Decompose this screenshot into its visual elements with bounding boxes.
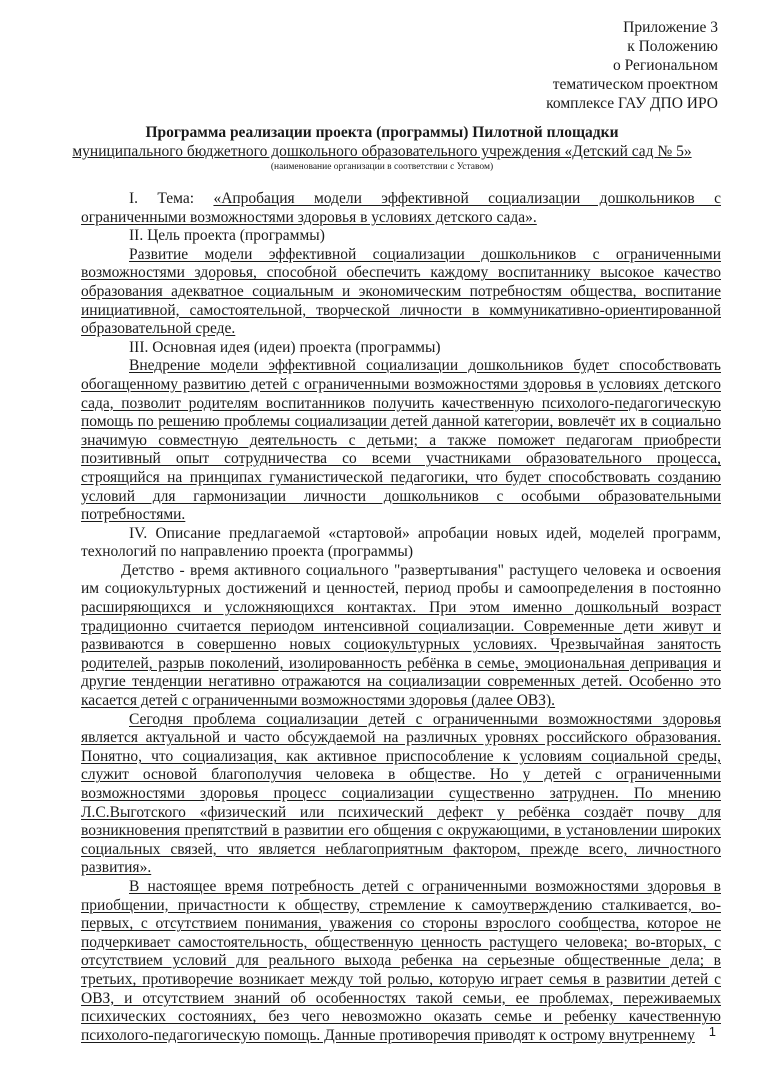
appendix-line: тематическом проектном — [552, 76, 718, 93]
appendix-header — [458, 18, 718, 113]
document-body — [81, 190, 721, 1045]
topic-label: I. Тема: — [129, 190, 195, 207]
goal-text: Развитие модели эффективной социализации дошкольников с ограниченными возможностями здоровья, способной обеспечить каждому воспитаннику высокое качество образования адекватное социальным и экономическим потребностям общества, воспитание инициативной, самостоятельной, творческой личности в коммуникативно-ориентированной образовательной среде. — [81, 245, 721, 338]
idea-text: Внедрение модели эффективной социализации дошкольников будет способствовать обогащенному развитию детей с ограниченными возможностями здоровья в условиях детского сада, позволит родителям воспитанников получить качественную психолого-педагогическую помощь по решению проблемы социализации детей данной категории, вовлечёт их в социально значимую совместную деятельность с детьми; а также поможет педагогам приобрести позитивный опыт сотрудничества со всеми участниками образовательного процесса, строящийся на принципах гуманистической педагогики, что будет способствовать созданию условий для гармонизации личности дошкольников с особыми образовательными потребностями. — [81, 357, 721, 524]
appendix-line: комплексе ГАУ ДПО ИРО — [546, 95, 718, 112]
description-paragraph-3: В настоящее время потребность детей с ограниченными возможностями здоровья в приобщении, причастности к обществу, стремление к самоутверждению сталкивается, во-первых, с отсутствием понимания, уважения со стороны взрослого сообщества, которое не подчеркивает самостоятельность, общественную ценность растущего человека; во-вторых, с отсутствием условий для реального выхода ребенка на серьезные общественные дела; в третьих, противоречие возникает между той ролью, которую играет семья в развитии детей с ОВЗ, и отсутствием знаний об особенностях такой семьи, ее проблемах, переживаемых психических состояниях, без чего невозможно оказать семье и ребенку качественную психолого-педагогическую помощь. Данные противоречия приводят к острому внутреннему — [81, 877, 721, 1044]
description-paragraph-1 — [81, 562, 721, 711]
topic-paragraph — [81, 190, 721, 227]
page-number: 1 — [708, 1024, 716, 1039]
goal-heading: II. Цель проекта (программы) — [129, 227, 325, 245]
appendix-line: Приложение 3 — [623, 19, 718, 36]
organization-name: муниципального бюджетного дошкольного образовательного учреждения «Детский сад № 5» — [72, 143, 692, 160]
document-title: Программа реализации проекта (программы) Пилотной площадки — [145, 124, 619, 141]
description-paragraph-2: Сегодня проблема социализации детей с ограниченными возможностями здоровья является актуальной и часто обсуждаемой на различных уровнях российского образования. Понятно, что социализация, как активное приспособление к условиям социальной среды, служит основой благополучия человека в обществе. Но у детей с ограниченными возможностями здоровья процесс социализации существенно затруднен. По мнению Л.С.Выготского «физический или психический дефект у ребёнка создаёт почву для возникновения препятствий в развитии его общения с окружающими, в установлении широких социальных связей, что является неблагоприятным фактором, прежде всего, личностного развития». — [81, 710, 721, 877]
description-p1-plain: Детство - время активного социального "развертывания" растущего человека и освоения им социокультурных достижений и ценностей, период пробы и самоопределения в постоянно — [81, 561, 721, 598]
description-p1-underlined: расширяющихся и усложняющихся контактах. При этом именно дошкольный возраст традиционно считается периодом интенсивной социализации. Современные дети живут и развиваются в совершенно новых социокультурных условиях. Чрезвычайная занятость родителей, разрыв поколений, изолированность ребёнка в семье, эмоциональная депривация и другие тенденции негативно отражаются на социализации современных детей. Особенно это касается детей с ограниченными возможностями здоровья (далее ОВЗ). — [81, 599, 721, 710]
description-heading: IV. Описание предлагаемой «стартовой» апробации новых идей, моделей программ, технологий по направлению проекта (программы) — [81, 524, 721, 561]
organization-note: (наименование организации в соответствии с Уставом) — [270, 162, 494, 172]
appendix-line: о Региональном — [613, 57, 718, 74]
appendix-line: к Положению — [627, 38, 718, 55]
idea-heading: III. Основная идея (идеи) проекта (программы) — [129, 338, 441, 356]
topic-value: «Апробация модели эффективной социализации дошкольников с ограниченными возможностями здоровья в условиях детского сада». — [81, 190, 721, 226]
